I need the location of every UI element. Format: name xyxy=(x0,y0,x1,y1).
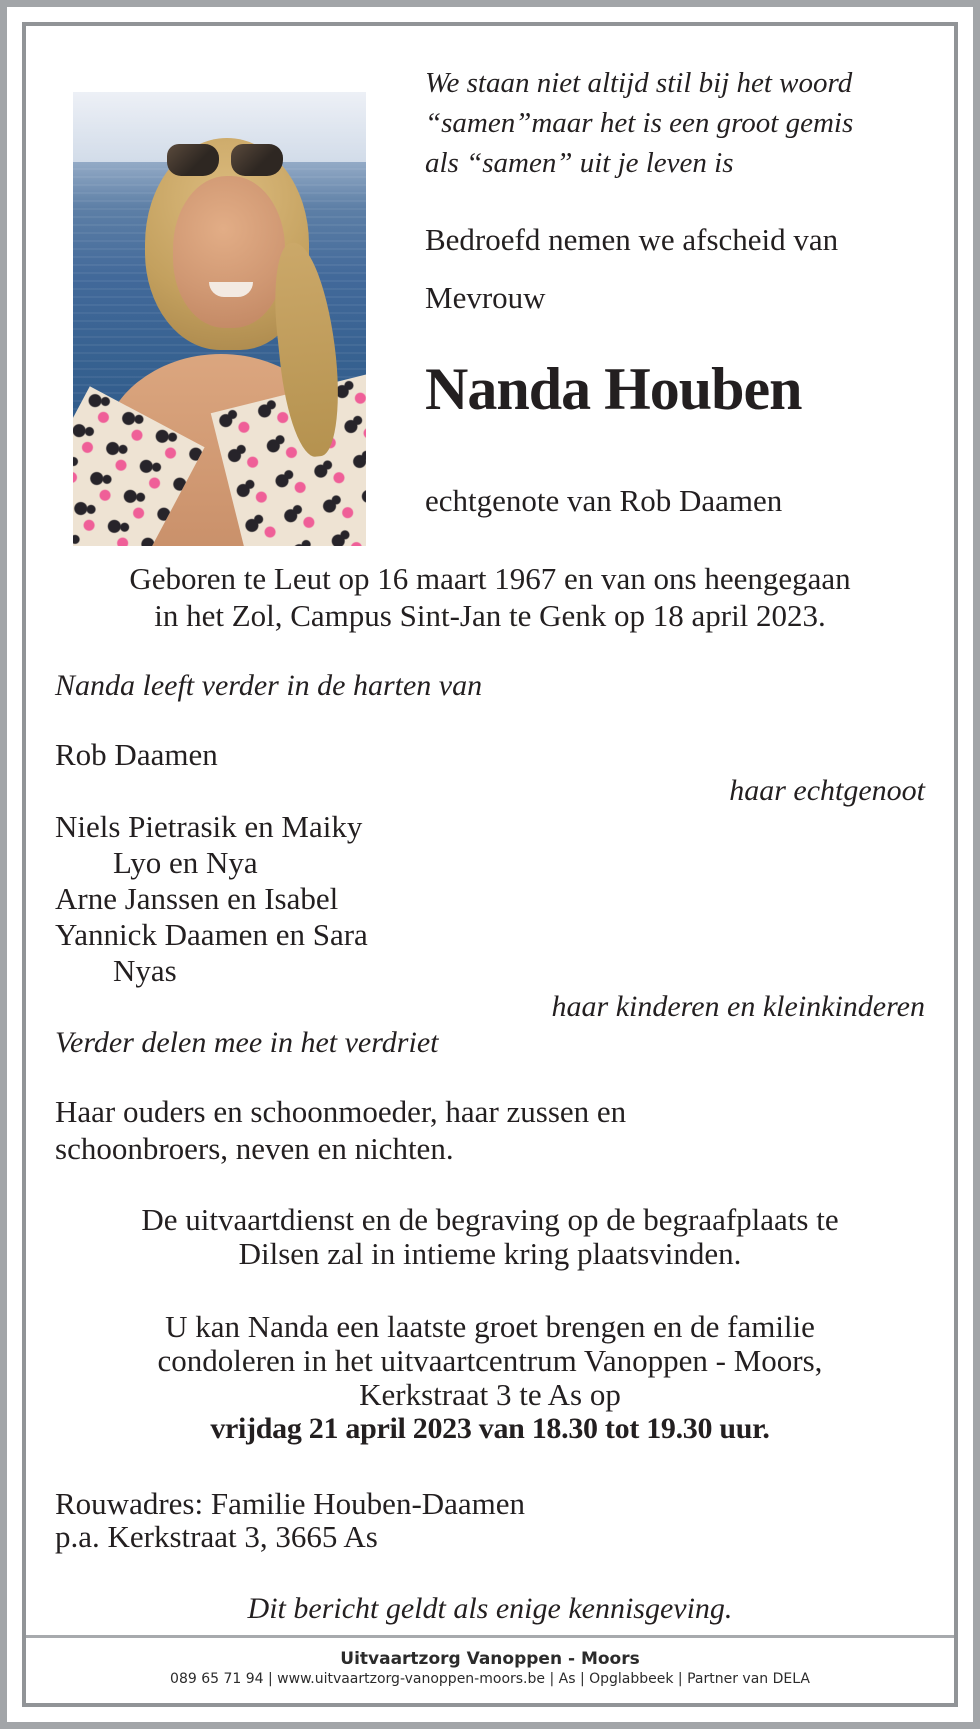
condolence-line: U kan Nanda een laatste groet brengen en de familie xyxy=(165,1309,815,1344)
portrait-photo xyxy=(73,92,366,546)
life-dates xyxy=(55,560,925,634)
funeral-home-name: Uitvaartzorg Vanoppen - Moors xyxy=(340,1649,640,1669)
family-husband-relation: haar echtgenoot xyxy=(729,774,925,807)
relatives-line: Haar ouders en schoonmoeder, haar zussen en xyxy=(55,1094,627,1129)
condolence-datetime: vrijdag 21 april 2023 van 18.30 tot 19.30 uur. xyxy=(210,1412,770,1445)
photo-face xyxy=(173,176,285,328)
header-text-column xyxy=(425,63,954,519)
photo-sunglasses xyxy=(167,144,283,176)
notice-line: Dit bericht geldt als enige kennisgeving. xyxy=(247,1592,733,1625)
memorial-quote-line: “samen”maar het is een groot gemis xyxy=(425,107,854,139)
mourning-address-block xyxy=(55,1487,925,1553)
sunglasses-lens-right xyxy=(231,144,283,176)
lives-on-line: Nanda leeft verder in de harten van xyxy=(55,669,483,702)
family-list xyxy=(55,737,925,1061)
mourning-address-line: p.a. Kerkstraat 3, 3665 As xyxy=(55,1519,378,1554)
condolence-line: Kerkstraat 3 te As op xyxy=(359,1377,621,1412)
salutation: Mevrouw xyxy=(425,280,546,315)
family-child-line: Yannick Daamen en Sara xyxy=(55,917,368,952)
obituary-card xyxy=(22,22,958,1707)
footer-divider xyxy=(26,1635,954,1638)
body-column xyxy=(55,560,925,1627)
footer-section xyxy=(26,1635,954,1688)
relatives-block xyxy=(55,1093,925,1167)
farewell-intro: Bedroefd nemen we afscheid van xyxy=(425,222,839,257)
service-block xyxy=(55,1203,925,1271)
sunglasses-lens-left xyxy=(167,144,219,176)
condolence-line: condoleren in het uitvaartcentrum Vanoppen - Moors, xyxy=(157,1343,823,1378)
family-children-relation: haar kinderen en kleinkinderen xyxy=(551,990,925,1023)
life-dates-line: in het Zol, Campus Sint-Jan te Genk op 18 april 2023. xyxy=(154,598,826,633)
family-child-line: Arne Janssen en Isabel xyxy=(55,881,339,916)
family-husband-name: Rob Daamen xyxy=(55,737,218,772)
relatives-line: schoonbroers, neven en nichten. xyxy=(55,1131,454,1166)
grief-intro-line: Verder delen mee in het verdriet xyxy=(55,1026,439,1059)
memorial-quote-line: als “samen” uit je leven is xyxy=(425,147,734,179)
service-line: Dilsen zal in intieme kring plaatsvinden. xyxy=(238,1236,742,1271)
family-child-line: Lyo en Nya xyxy=(113,845,258,880)
header-section xyxy=(26,26,954,546)
mourning-address-line: Rouwadres: Familie Houben-Daamen xyxy=(55,1486,526,1521)
condolence-block xyxy=(55,1310,925,1446)
family-child-line: Niels Pietrasik en Maiky xyxy=(55,809,363,844)
service-line: De uitvaartdienst en de begraving op de begraafplaats te xyxy=(141,1202,839,1237)
family-child-line: Nyas xyxy=(113,953,177,988)
deceased-name: Nanda Houben xyxy=(425,356,802,422)
funeral-home-details: 089 65 71 94 | www.uitvaartzorg-vanoppen-moors.be | As | Opglabbeek | Partner van DELA xyxy=(170,1671,810,1687)
life-dates-line: Geboren te Leut op 16 maart 1967 en van ons heengegaan xyxy=(129,561,851,596)
memorial-quote-line: We staan niet altijd stil bij het woord xyxy=(425,67,853,99)
spouse-line: echtgenote van Rob Daamen xyxy=(425,483,783,518)
